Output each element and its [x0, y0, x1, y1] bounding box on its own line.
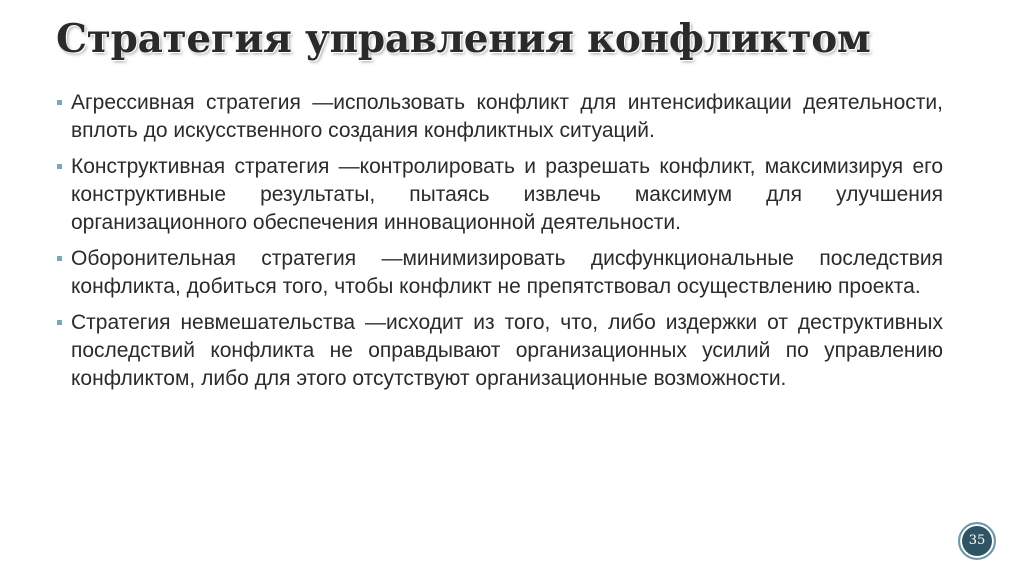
bullet-item-non-interference	[57, 309, 943, 393]
square-bullet-icon	[57, 100, 62, 105]
bullet-text: Оборонительная стратегия —минимизировать дисфункциональные последствия конфликта, добиться того, чтобы конфликт не препятствовал осуществлению проекта.	[71, 247, 943, 298]
page-number-badge: 35	[958, 522, 996, 560]
bullet-text: Конструктивная стратегия —контролировать и разрешать конфликт, максимизируя его конструктивные результаты, пытаясь извлечь максимум для улучшения организационного обеспечения инновационной деятельности.	[71, 155, 943, 234]
bullet-item-constructive	[57, 153, 943, 237]
slide-title: Стратегия управления конфликтом	[56, 16, 871, 62]
square-bullet-icon	[57, 256, 62, 261]
bullet-item-defensive	[57, 245, 943, 301]
square-bullet-icon	[57, 320, 62, 325]
bullet-item-aggressive	[57, 89, 943, 145]
bullet-list	[57, 89, 943, 401]
bullet-text: Агрессивная стратегия —использовать конфликт для интенсификации деятельности, вплоть до искусственного создания конфликтных ситуаций.	[71, 91, 943, 142]
bullet-text: Стратегия невмешательства —исходит из того, что, либо издержки от деструктивных последствий конфликта не оправдывают организационных усилий по управлению конфликтом, либо для этого отсутствуют организационные возможности.	[71, 311, 943, 390]
square-bullet-icon	[57, 164, 62, 169]
